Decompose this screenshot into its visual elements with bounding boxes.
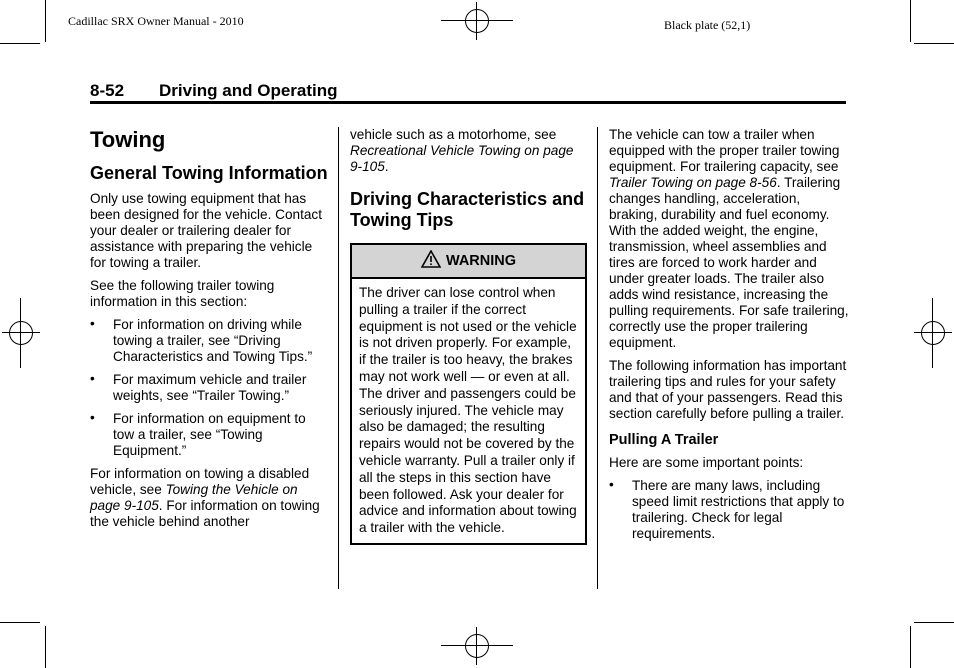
- text-run: vehicle such as a motorhome, see: [350, 127, 557, 142]
- list-item: • For information on equipment to tow a trailer, see “Towing Equipment.”: [90, 411, 330, 459]
- paragraph: Only use towing equipment that has been designed for the vehicle. Contact your dealer or trailering dealer for assistance with preparing the vehicle for towing a trailer.: [90, 191, 323, 270]
- list-item: • For information on driving while towing a trailer, see “Driving Characteristics and Towing Tips.”: [90, 317, 330, 365]
- paragraph: Here are some important points:: [609, 455, 804, 470]
- warning-box: [350, 243, 587, 545]
- text-run: For information on towing a disabled vehicle, see: [90, 466, 310, 497]
- text-run: The vehicle can tow a trailer when equipped with the proper trailer towing equipment. For trailering capacity, see: [609, 127, 840, 174]
- bullet-list: [609, 478, 849, 542]
- text-run: . For information on towing the vehicle behind another: [90, 498, 320, 529]
- paragraph: [609, 127, 849, 351]
- column-1: [90, 127, 330, 537]
- heading-general-towing: General Towing Information: [90, 163, 328, 183]
- cross-reference: Trailer Towing on page 8‑56: [609, 175, 777, 190]
- heading-pulling-a-trailer: Pulling A Trailer: [609, 432, 719, 448]
- list-item: • There are many laws, including speed limit restrictions that apply to trailering. Check for legal requirements.: [609, 478, 849, 542]
- column-divider: [338, 127, 339, 589]
- bullet-list: [90, 317, 330, 459]
- crop-mark: [914, 43, 954, 44]
- warning-text: The driver can lose control when pulling a trailer if the correct equipment is not used or the vehicle is not driven properly. For example, if the trailer is too heavy, the brakes may not work well — or even at all. The driver and passengers could be seriously injured. The vehicle may also be damaged; the resulting repairs would not be covered by the vehicle warranty. Pull a trailer only if all the steps in this section have been followed. Ask your dealer for advice and information about towing a trailer with the vehicle.: [359, 285, 577, 536]
- crop-mark: [45, 626, 46, 668]
- plate-label: Black plate (52,1): [664, 18, 751, 32]
- section-title: Driving and Operating: [159, 81, 338, 100]
- cross-reference: Recreational Vehicle Towing on page 9‑105: [350, 143, 574, 174]
- cross-reference: Towing the Vehicle on page 9‑105: [90, 482, 298, 513]
- crop-mark: [45, 0, 46, 42]
- text-run: . Trailering changes handling, acceleration, braking, durability and fuel economy. With the added weight, the engine, transmission, wheel assemblies and tires are forced to work harder and under greater loads. The trailer also adds wind resistance, increasing the pulling requirements. For safe trailering, correctly use the proper trailering equipment.: [609, 175, 849, 350]
- crop-mark: [910, 0, 911, 42]
- page-title: Towing: [90, 127, 166, 152]
- warning-triangle-icon: [421, 250, 441, 272]
- crop-mark: [0, 622, 40, 623]
- warning-header: [352, 245, 585, 279]
- column-divider: [597, 127, 598, 589]
- paragraph: [90, 466, 330, 530]
- page-number: 8-52: [90, 81, 125, 100]
- column-2: [350, 127, 587, 545]
- crop-mark: [914, 622, 954, 623]
- text-run: .: [384, 159, 389, 174]
- paragraph: The following information has important trailering tips and rules for your safety and that of your passengers. Read this section carefully before pulling a trailer.: [609, 358, 847, 421]
- header-rule: [90, 101, 846, 104]
- manual-title: Cadillac SRX Owner Manual - 2010: [68, 14, 244, 28]
- list-item: • For maximum vehicle and trailer weights, see “Trailer Towing.”: [90, 372, 330, 404]
- heading-driving-characteristics: Driving Characteristics and Towing Tips: [350, 189, 585, 230]
- warning-label: WARNING: [445, 253, 517, 269]
- paragraph: See the following trailer towing information in this section:: [90, 278, 275, 309]
- paragraph: [350, 127, 587, 175]
- crop-mark: [0, 43, 40, 44]
- crop-mark: [910, 626, 911, 668]
- column-3: [609, 127, 849, 549]
